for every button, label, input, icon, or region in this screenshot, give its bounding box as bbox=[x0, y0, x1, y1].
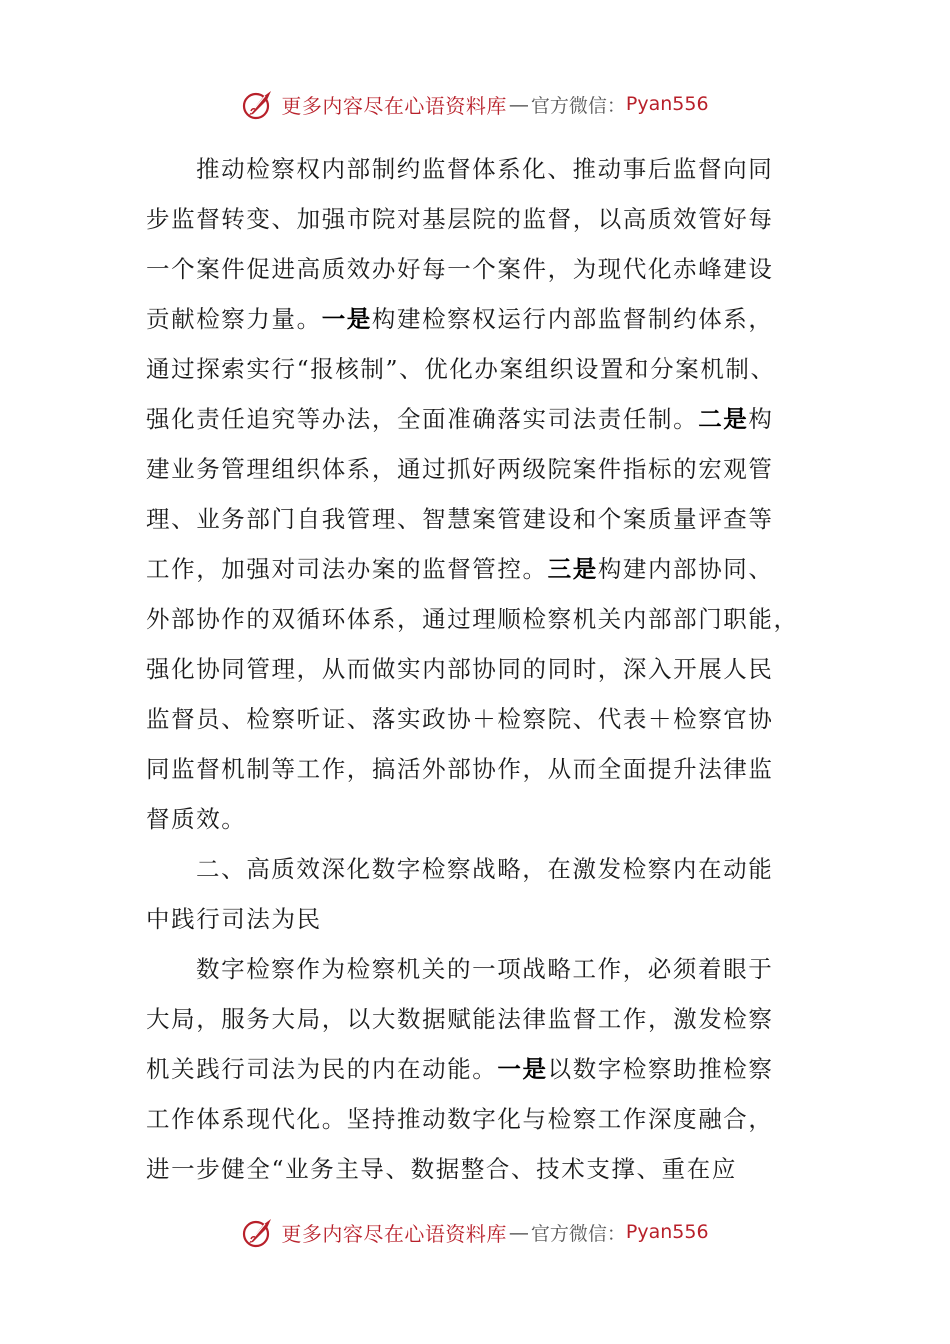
text-line: 监督员、检察听证、落实政协＋检察院、代表＋检察官协 bbox=[146, 705, 774, 733]
text-line: 强化协同管理，从而做实内部协同的同时，深入开展人民 bbox=[146, 655, 774, 683]
bold-marker: 三是 bbox=[547, 555, 598, 583]
watermark-wechat-id: Pyan556 bbox=[625, 1221, 709, 1243]
watermark-wechat-id: Pyan556 bbox=[625, 93, 709, 115]
text-segment: 以数字检察助推检察 bbox=[547, 1055, 774, 1083]
watermark-brand-text: 更多内容尽在心语资料库 bbox=[281, 93, 507, 118]
bold-marker: 二是 bbox=[698, 405, 749, 433]
watermark-label: 官方微信： bbox=[530, 94, 626, 117]
text-line: 同监督机制等工作，搞活外部协作，从而全面提升法律监 bbox=[146, 755, 774, 783]
text-line bbox=[146, 1044, 802, 1094]
text-line: 推动检察权内部制约监督体系化、推动事后监督向同 bbox=[196, 155, 774, 183]
text-segment: 工作，加强对司法办案的监督管控。 bbox=[146, 555, 548, 583]
text-line bbox=[146, 544, 802, 594]
text-line: 数字检察作为检察机关的一项战略工作，必须着眼于 bbox=[196, 955, 774, 983]
text-line: 工作体系现代化。坚持推动数字化与检察工作深度融合， bbox=[146, 1105, 774, 1133]
text-line bbox=[146, 394, 802, 444]
watermark-brand-text: 更多内容尽在心语资料库 bbox=[281, 1221, 507, 1246]
text-segment: 贡献检察力量。 bbox=[146, 305, 322, 333]
text-line: 督质效。 bbox=[146, 805, 247, 833]
document-body bbox=[146, 144, 802, 1194]
watermark-dash: — bbox=[508, 1220, 529, 1244]
text-line: 二、高质效深化数字检察战略，在激发检察内在动能 bbox=[196, 855, 774, 883]
text-line: 大局，服务大局，以大数据赋能法律监督工作，激发检察 bbox=[146, 1005, 774, 1033]
text-segment: 机关践行司法为民的内在动能。 bbox=[146, 1055, 498, 1083]
quill-pen-logo-icon bbox=[241, 1215, 275, 1249]
quill-pen-logo-icon bbox=[241, 87, 275, 121]
text-line bbox=[146, 294, 802, 344]
header-watermark bbox=[0, 84, 950, 124]
text-line: 一个案件促进高质效办好每一个案件，为现代化赤峰建设 bbox=[146, 255, 774, 283]
watermark-dash: — bbox=[508, 92, 529, 116]
footer-watermark bbox=[0, 1212, 950, 1252]
text-line: 理、业务部门自我管理、智慧案管建设和个案质量评查等 bbox=[146, 505, 774, 533]
text-line: 外部协作的双循环体系，通过理顺检察机关内部部门职能， bbox=[146, 605, 799, 633]
text-line: 进一步健全“业务主导、数据整合、技术支撑、重在应 bbox=[146, 1155, 737, 1183]
watermark-label: 官方微信： bbox=[530, 1222, 626, 1245]
text-segment: 构建内部协同、 bbox=[597, 555, 774, 583]
text-line: 建业务管理组织体系，通过抓好两级院案件指标的宏观管 bbox=[146, 455, 774, 483]
text-segment: 构 bbox=[748, 405, 774, 433]
bold-marker: 一是 bbox=[321, 305, 372, 333]
text-line: 中践行司法为民 bbox=[146, 905, 322, 933]
bold-marker: 一是 bbox=[497, 1055, 548, 1083]
text-line: 步监督转变、加强市院对基层院的监督，以高质效管好每 bbox=[146, 205, 774, 233]
text-line: 通过探索实行“报核制”、优化办案组织设置和分案机制、 bbox=[146, 355, 776, 383]
text-segment: 构建检察权运行内部监督制约体系， bbox=[371, 305, 774, 333]
text-segment: 强化责任追究等办法，全面准确落实司法责任制。 bbox=[146, 405, 699, 433]
